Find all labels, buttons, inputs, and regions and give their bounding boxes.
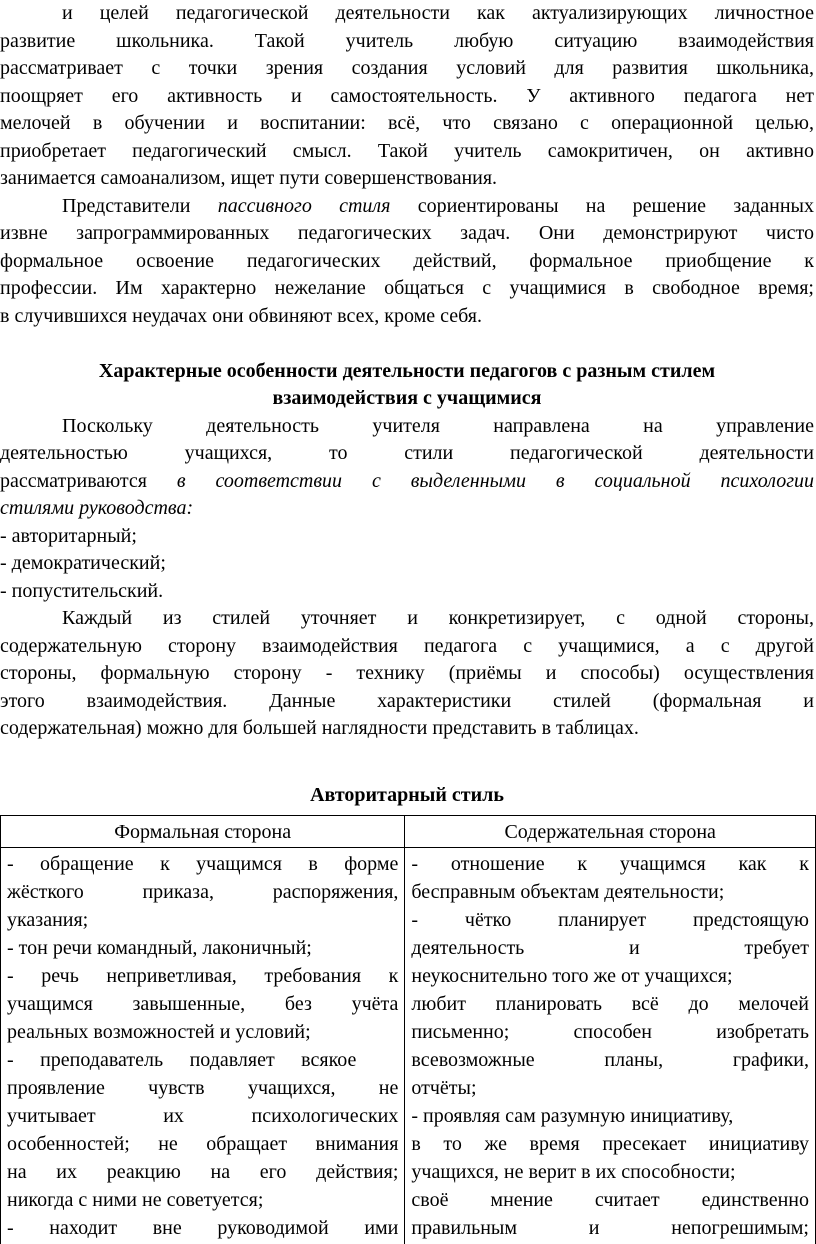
cell-line: - проявляя сам разумную инициативу, bbox=[411, 1102, 809, 1130]
cell-line: письменно; способен изобретать bbox=[411, 1018, 809, 1046]
cell-line: учащимся завышенные, без учёта bbox=[7, 990, 398, 1018]
table-title: Авторитарный стиль bbox=[0, 782, 814, 810]
text-line: деятельностью учащихся, то стили педагогической деятельности bbox=[0, 440, 814, 468]
cell-line: учитывает их психологических bbox=[7, 1102, 398, 1130]
text-line: извне запрограммированных педагогических задач. Они демонстрируют чисто bbox=[0, 220, 814, 248]
paragraph-passive-style bbox=[0, 193, 814, 331]
cell-line: в то же время пресекает инициативу bbox=[411, 1130, 809, 1158]
text-run: рассматриваются bbox=[0, 470, 177, 492]
text-line: в случившихся неудачах они обвиняют всех, кроме себя. bbox=[0, 303, 814, 331]
formal-side-cell bbox=[1, 848, 405, 1244]
heading-line: Характерные особенности деятельности педагогов с разным стилем bbox=[0, 358, 814, 386]
cell-line: никогда с ними не советуется; bbox=[7, 1186, 398, 1214]
text-line bbox=[0, 193, 814, 221]
cell-line: отчёты; bbox=[411, 1074, 809, 1102]
list-item: - авторитарный; bbox=[0, 523, 814, 551]
authoritarian-style-table bbox=[0, 815, 816, 1244]
paragraph-each-style bbox=[0, 605, 814, 743]
cell-line: - отношение к учащимся как к bbox=[411, 850, 809, 878]
text-line bbox=[0, 495, 814, 523]
italic-term: пассивного стиля bbox=[218, 195, 391, 217]
text-line: поощряет его активность и самостоятельность. У активного педагога нет bbox=[0, 83, 814, 111]
text-line: Каждый из стилей уточняет и конкретизирует, с одной стороны, bbox=[0, 605, 814, 633]
text-line: рассматривает с точки зрения создания условий для развития школьника, bbox=[0, 55, 814, 83]
text-line: формальное освоение педагогических действий, формальное приобщение к bbox=[0, 248, 814, 276]
heading-line: взаимодействия с учащимися bbox=[0, 385, 814, 413]
cell-line: деятельность и требует bbox=[411, 934, 809, 962]
text-line: стороны, формальную сторону - технику (приёмы и способы) осуществления bbox=[0, 660, 814, 688]
cell-line: - тон речи командный, лаконичный; bbox=[7, 934, 398, 962]
cell-line: жёсткого приказа, распоряжения, bbox=[7, 878, 398, 906]
text-run: Представители bbox=[62, 195, 218, 217]
table-row bbox=[1, 848, 816, 1244]
cell-line: реальных возможностей и условий; bbox=[7, 1018, 398, 1046]
cell-line: неукоснительно того же от учащихся; bbox=[411, 962, 809, 990]
text-line: мелочей в обучении и воспитании: всё, что связано с операционной целью, bbox=[0, 110, 814, 138]
cell-line: - находит вне руководимой ими bbox=[7, 1214, 398, 1242]
cell-line: - обращение к учащимся в форме bbox=[7, 850, 398, 878]
table-header-row bbox=[1, 816, 816, 848]
paragraph-active-style bbox=[0, 0, 814, 193]
cell-line: - преподаватель подавляет всякое bbox=[7, 1046, 398, 1074]
cell-line: особенностей; не обращает внимания bbox=[7, 1130, 398, 1158]
list-item: - попустительский. bbox=[0, 578, 814, 606]
paragraph-styles-intro bbox=[0, 413, 814, 523]
section-heading bbox=[0, 358, 814, 413]
styles-list bbox=[0, 523, 814, 606]
text-line: этого взаимодействия. Данные характеристики стилей (формальная и bbox=[0, 688, 814, 716]
content-side-cell bbox=[405, 848, 816, 1244]
column-header-formal: Формальная сторона bbox=[1, 816, 405, 848]
cell-line: - речь неприветливая, требования к bbox=[7, 962, 398, 990]
spacer bbox=[0, 743, 814, 771]
spacer bbox=[0, 330, 814, 358]
text-line: содержательную сторону взаимодействия педагога с учащимися, а с другой bbox=[0, 633, 814, 661]
text-line: содержательная) можно для большей наглядности представить в таблицах. bbox=[0, 715, 814, 743]
cell-line: - чётко планирует предстоящую bbox=[411, 906, 809, 934]
text-line: занимается самоанализом, ищет пути совершенствования. bbox=[0, 165, 814, 193]
text-line: и целей педагогической деятельности как актуализирующих личностное bbox=[0, 0, 814, 28]
cell-line: правильным и непогрешимым; bbox=[411, 1214, 809, 1242]
text-line: Поскольку деятельность учителя направлена на управление bbox=[0, 413, 814, 441]
cell-line: учащихся, не верит в их способности; bbox=[411, 1158, 809, 1186]
cell-line: бесправным объектам деятельности; bbox=[411, 878, 809, 906]
text-line: развитие школьника. Такой учитель любую ситуацию взаимодействия bbox=[0, 28, 814, 56]
cell-line: своё мнение считает единственно bbox=[411, 1186, 809, 1214]
cell-line: указания; bbox=[7, 906, 398, 934]
cell-line: проявление чувств учащихся, не bbox=[7, 1074, 398, 1102]
cell-line: на их реакцию на его действия; bbox=[7, 1158, 398, 1186]
column-header-content: Содержательная сторона bbox=[405, 816, 816, 848]
text-line: профессии. Им характерно нежелание общаться с учащимися в свободное время; bbox=[0, 275, 814, 303]
list-item: - демократический; bbox=[0, 550, 814, 578]
italic-term: стилями руководства: bbox=[0, 497, 193, 519]
italic-term: в соответствии с выделенными в социальной психологии bbox=[177, 470, 814, 492]
cell-line: любит планировать всё до мелочей bbox=[411, 990, 809, 1018]
text-line: приобретает педагогический смысл. Такой учитель самокритичен, он активно bbox=[0, 138, 814, 166]
cell-line: всевозможные планы, графики, bbox=[411, 1046, 809, 1074]
text-run: сориентированы на решение заданных bbox=[390, 195, 814, 217]
text-line bbox=[0, 468, 814, 496]
